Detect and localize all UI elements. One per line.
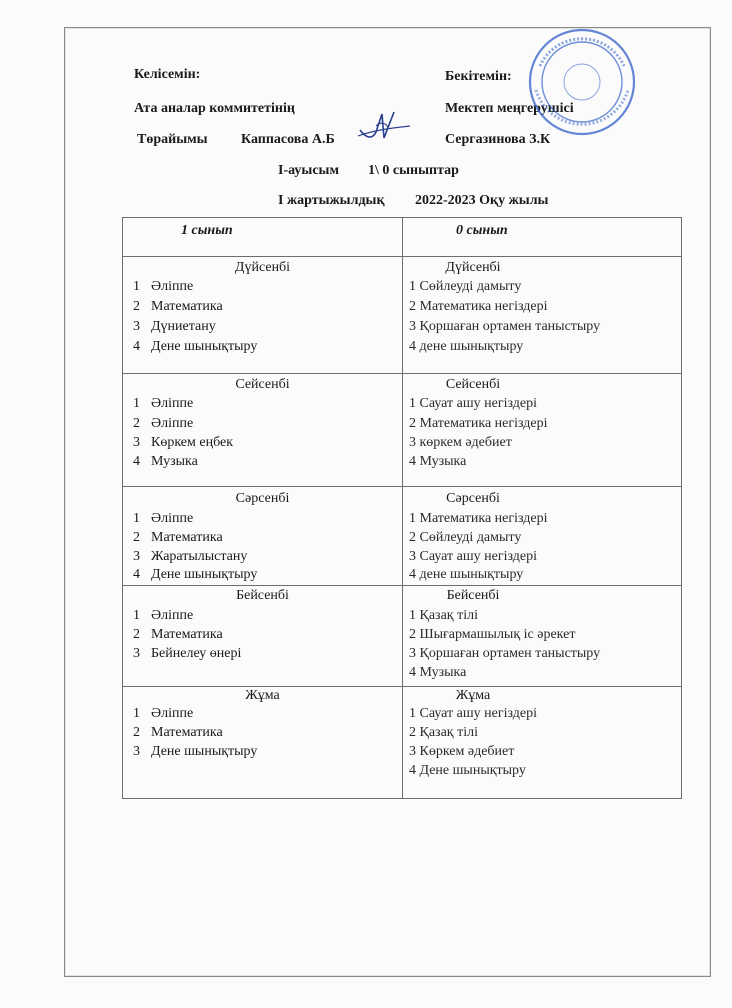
day-friday-left: Жұма: [245, 688, 280, 703]
agreed-label: Келісемін:: [134, 67, 201, 82]
classes-label: 1\ 0 сыныптар: [368, 163, 459, 178]
list-item: 2 Қазақ тілі: [409, 725, 478, 740]
list-item: 1 Сауат ашу негіздері: [409, 706, 537, 721]
list-item: 2 Математика негіздері: [409, 416, 548, 431]
list-item: 1 Әліппе: [133, 706, 194, 721]
list-item: 1 Сауат ашу негіздері: [409, 396, 537, 411]
day-thursday-left: Бейсенбі: [236, 588, 289, 603]
col-header-grade0: 0 сынып: [456, 223, 508, 238]
day-friday-right: Жұма: [455, 688, 491, 703]
list-item: 1 Математика негіздері: [409, 511, 548, 526]
day-thursday-right: Бейсенбі: [446, 588, 500, 603]
term-label: І жартыжылдық: [278, 193, 385, 208]
list-item: 2 Математика: [133, 530, 223, 545]
school-head-label: Мектеп меңгерушісі: [445, 101, 574, 116]
list-item: 4 Дене шынықтыру: [133, 339, 258, 354]
list-item: 2 Математика: [133, 627, 223, 642]
list-item: 4 дене шынықтыру: [409, 567, 524, 582]
day-monday-left: Дүйсенбі: [234, 260, 291, 275]
list-item: 1 Әліппе: [133, 511, 194, 526]
school-stamp-icon: [500, 26, 640, 136]
school-head-name: Сергазинова З.К: [445, 132, 551, 147]
timetable: [122, 217, 682, 799]
list-item: 3 көркем әдебиет: [409, 435, 512, 450]
list-item: 3 Дене шынықтыру: [133, 744, 258, 759]
list-item: 1 Әліппе: [133, 608, 194, 623]
list-item: 1 Сөйлеуді дамыту: [409, 279, 522, 294]
col-header-grade1: 1 сынып: [181, 223, 233, 238]
list-item: 3 Көркем еңбек: [133, 435, 234, 450]
list-item: 1 Әліппе: [133, 279, 194, 294]
list-item: 3 Жаратылыстану: [133, 549, 248, 564]
signature-icon: [356, 108, 412, 144]
day-tuesday-right: Сейсенбі: [445, 377, 501, 392]
list-item: 4 Музыка: [133, 454, 198, 469]
list-item: 2 Әліппе: [133, 416, 194, 431]
list-item: 2 Математика: [133, 725, 223, 740]
list-item: 4 Музыка: [409, 454, 467, 469]
list-item: 2 Шығармашылық іс әрекет: [409, 627, 576, 642]
list-item: 3 Қоршаған ортамен таныстыру: [409, 319, 601, 334]
chairperson-role: Төрайымы: [137, 132, 208, 147]
list-item: 2 Математика: [133, 299, 223, 314]
list-item: 4 Музыка: [409, 665, 467, 680]
shift-label: І-ауысым: [278, 163, 340, 178]
list-item: 1 Қазақ тілі: [409, 608, 478, 623]
list-item: 4 дене шынықтыру: [409, 339, 524, 354]
day-wednesday-left: Сәрсенбі: [235, 491, 290, 506]
list-item: 3 Қоршаған ортамен таныстыру: [409, 646, 601, 661]
parents-committee-label: Ата аналар коммитетінің: [134, 101, 295, 116]
list-item: 1 Әліппе: [133, 396, 194, 411]
list-item: 2 Математика негіздері: [409, 299, 548, 314]
list-item: 4 Дене шынықтыру: [409, 763, 526, 778]
academic-year-label: 2022-2023 Оқу жылы: [415, 193, 549, 208]
approved-label: Бекітемін:: [445, 69, 512, 84]
list-item: 3 Бейнелеу өнері: [133, 646, 242, 661]
list-item: 3 Сауат ашу негіздері: [409, 549, 537, 564]
day-wednesday-right: Сәрсенбі: [446, 491, 500, 506]
list-item: 3 Дүниетану: [133, 319, 216, 334]
day-monday-right: Дүйсенбі: [445, 260, 501, 275]
list-item: 4 Дене шынықтыру: [133, 567, 258, 582]
list-item: 3 Көркем әдебиет: [409, 744, 515, 759]
day-tuesday-left: Сейсенбі: [235, 377, 290, 392]
list-item: 2 Сөйлеуді дамыту: [409, 530, 522, 545]
chairperson-name: Каппасова А.Б: [241, 132, 335, 147]
